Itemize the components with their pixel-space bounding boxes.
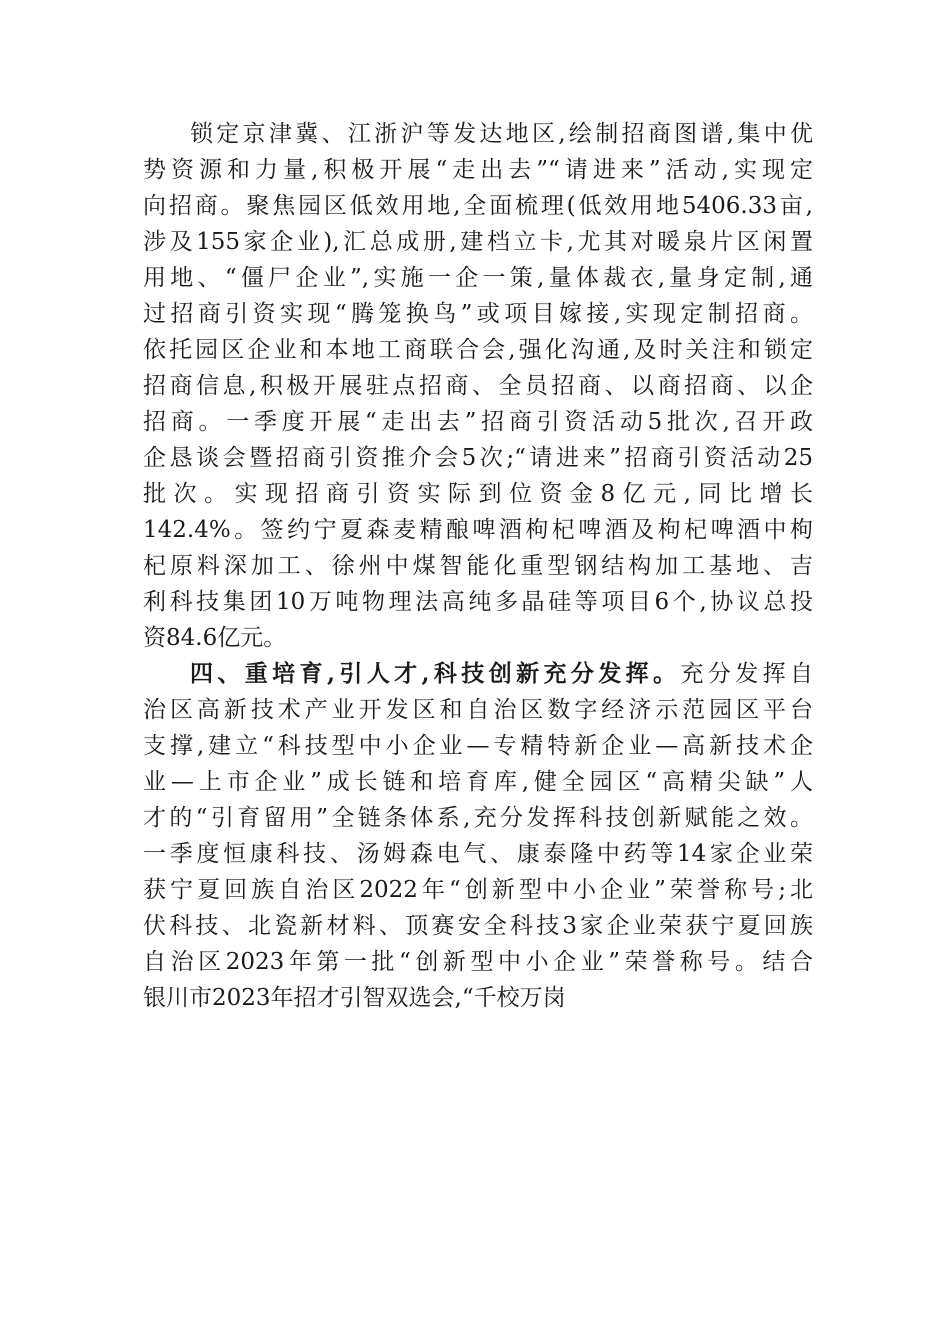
paragraph-line: 招商。一季度开展“走出去”招商引资活动5批次,召开政 <box>143 409 813 435</box>
paragraph-line: 银川市2023年招才引智双选会,“千校万岗 <box>143 985 566 1011</box>
paragraph-line: 自治区2023年第一批“创新型中小企业”荣誉称号。结合 <box>143 949 813 975</box>
paragraph-line: 依托园区企业和本地工商联合会,强化沟通,及时关注和锁定 <box>143 337 813 363</box>
paragraph-line: 利科技集团10万吨物理法高纯多晶硅等项目6个,协议总投 <box>143 589 813 615</box>
paragraph-line: 涉及155家企业),汇总成册,建档立卡,尤其对暖泉片区闲置 <box>143 229 813 255</box>
paragraph-line: 业—上市企业”成长链和培育库,健全园区“高精尖缺”人 <box>143 769 813 795</box>
paragraph-line: 用地、“僵尸企业”,实施一企一策,量体裁衣,量身定制,通 <box>143 265 813 291</box>
paragraph-line: 招商信息,积极开展驻点招商、全员招商、以商招商、以企 <box>143 373 813 399</box>
paragraph-line: 企恳谈会暨招商引资推介会5次;“请进来”招商引资活动25 <box>143 445 813 471</box>
paragraph-line: 锁定京津冀、江浙沪等发达地区,绘制招商图谱,集中优 <box>190 121 813 147</box>
paragraph-line: 过招商引资实现“腾笼换鸟”或项目嫁接,实现定制招商。 <box>143 301 813 327</box>
paragraph-line: 获宁夏回族自治区2022年“创新型中小企业”荣誉称号;北 <box>143 877 813 903</box>
paragraph-line: 杞原料深加工、徐州中煤智能化重型钢结构加工基地、吉 <box>143 553 813 579</box>
paragraph-line: 142.4%。签约宁夏森麦精酿啤酒枸杞啤酒及枸杞啤酒中枸 <box>143 517 813 543</box>
paragraph-line: 资84.6亿元。 <box>143 625 287 651</box>
heading-continuation: 充分发挥自 <box>680 661 813 687</box>
paragraph-line: 批次。实现招商引资实际到位资金8亿元,同比增长 <box>143 481 813 507</box>
paragraph-line: 向招商。聚焦园区低效用地,全面梳理(低效用地5406.33亩, <box>143 193 813 219</box>
paragraph-line: 治区高新技术产业开发区和自治区数字经济示范园区平台 <box>143 697 813 723</box>
section-heading: 四、重培育,引人才,科技创新充分发挥。 <box>190 660 681 687</box>
body-text <box>143 116 813 1016</box>
section-heading-line <box>143 656 813 692</box>
paragraph-line: 势资源和力量,积极开展“走出去”“请进来”活动,实现定 <box>143 157 813 183</box>
paragraph-line: 伏科技、北瓷新材料、顶赛安全科技3家企业荣获宁夏回族 <box>143 913 813 939</box>
paragraph-line: 支撑,建立“科技型中小企业—专精特新企业—高新技术企 <box>143 733 813 759</box>
paragraph-line: 才的“引育留用”全链条体系,充分发挥科技创新赋能之效。 <box>143 805 813 831</box>
paragraph-line: 一季度恒康科技、汤姆森电气、康泰隆中药等14家企业荣 <box>143 841 813 867</box>
